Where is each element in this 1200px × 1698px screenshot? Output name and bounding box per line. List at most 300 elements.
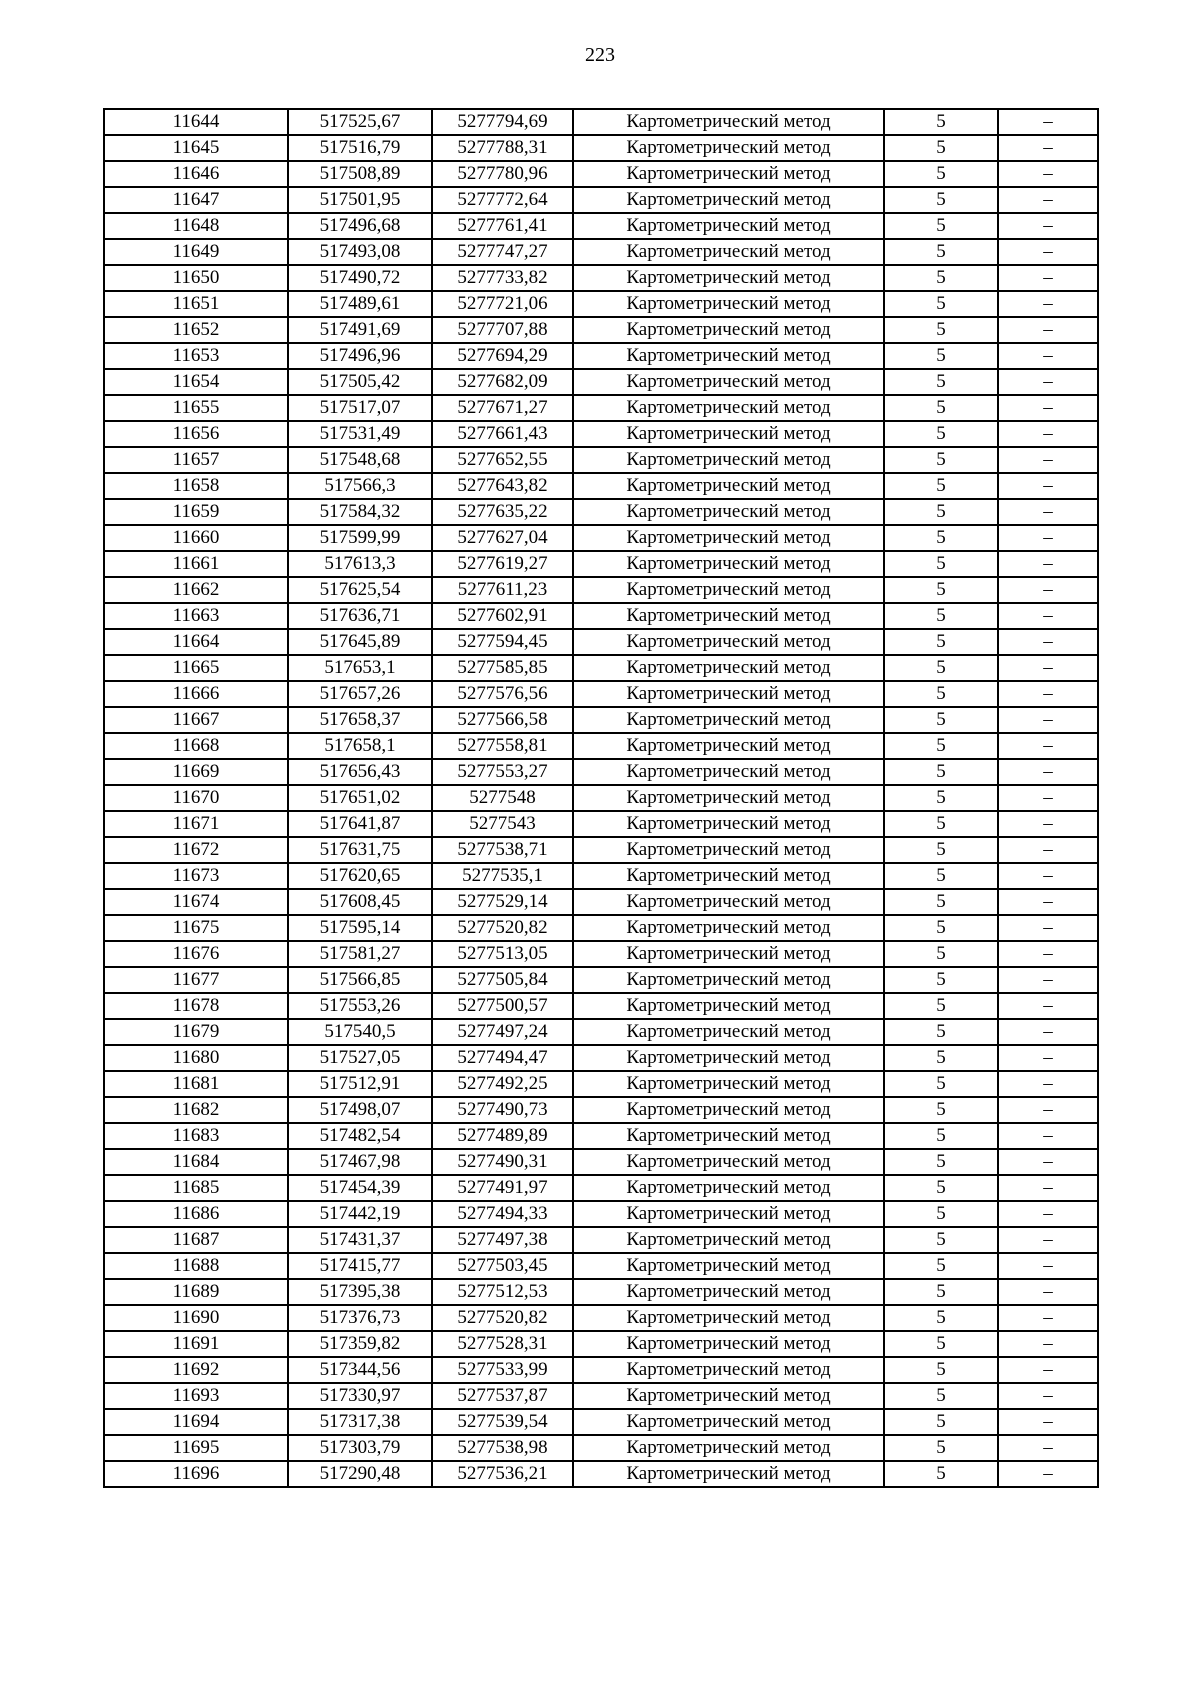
- table-row: [104, 941, 1098, 967]
- note-cell: –: [998, 889, 1098, 915]
- accuracy-cell: 5: [884, 291, 998, 317]
- note-cell: –: [998, 291, 1098, 317]
- x-coordinate-cell: 517641,87: [288, 811, 432, 837]
- point-number-cell: 11679: [104, 1019, 288, 1045]
- method-cell: Картометрический метод: [573, 1279, 884, 1305]
- point-number-cell: 11659: [104, 499, 288, 525]
- table-row: [104, 1331, 1098, 1357]
- note-cell: –: [998, 577, 1098, 603]
- method-cell: Картометрический метод: [573, 811, 884, 837]
- point-number-cell: 11664: [104, 629, 288, 655]
- accuracy-cell: 5: [884, 551, 998, 577]
- y-coordinate-cell: 5277661,43: [432, 421, 573, 447]
- y-coordinate-cell: 5277794,69: [432, 109, 573, 135]
- table-row: [104, 1305, 1098, 1331]
- accuracy-cell: 5: [884, 863, 998, 889]
- point-number-cell: 11672: [104, 837, 288, 863]
- point-number-cell: 11665: [104, 655, 288, 681]
- method-cell: Картометрический метод: [573, 421, 884, 447]
- point-number-cell: 11667: [104, 707, 288, 733]
- x-coordinate-cell: 517625,54: [288, 577, 432, 603]
- x-coordinate-cell: 517501,95: [288, 187, 432, 213]
- accuracy-cell: 5: [884, 993, 998, 1019]
- method-cell: Картометрический метод: [573, 1409, 884, 1435]
- note-cell: –: [998, 681, 1098, 707]
- x-coordinate-cell: 517508,89: [288, 161, 432, 187]
- method-cell: Картометрический метод: [573, 1201, 884, 1227]
- x-coordinate-cell: 517330,97: [288, 1383, 432, 1409]
- method-cell: Картометрический метод: [573, 1331, 884, 1357]
- table-row: [104, 889, 1098, 915]
- note-cell: –: [998, 629, 1098, 655]
- table-row: [104, 135, 1098, 161]
- x-coordinate-cell: 517498,07: [288, 1097, 432, 1123]
- note-cell: –: [998, 317, 1098, 343]
- note-cell: –: [998, 447, 1098, 473]
- method-cell: Картометрический метод: [573, 707, 884, 733]
- table-row: [104, 525, 1098, 551]
- x-coordinate-cell: 517290,48: [288, 1461, 432, 1487]
- method-cell: Картометрический метод: [573, 369, 884, 395]
- table-row: [104, 291, 1098, 317]
- y-coordinate-cell: 5277733,82: [432, 265, 573, 291]
- table-row: [104, 1019, 1098, 1045]
- note-cell: –: [998, 863, 1098, 889]
- method-cell: Картометрический метод: [573, 889, 884, 915]
- accuracy-cell: 5: [884, 1019, 998, 1045]
- accuracy-cell: 5: [884, 1045, 998, 1071]
- accuracy-cell: 5: [884, 343, 998, 369]
- x-coordinate-cell: 517431,37: [288, 1227, 432, 1253]
- note-cell: –: [998, 421, 1098, 447]
- table-row: [104, 317, 1098, 343]
- method-cell: Картометрический метод: [573, 447, 884, 473]
- x-coordinate-cell: 517359,82: [288, 1331, 432, 1357]
- accuracy-cell: 5: [884, 1149, 998, 1175]
- x-coordinate-cell: 517631,75: [288, 837, 432, 863]
- note-cell: –: [998, 135, 1098, 161]
- coordinates-table: [103, 108, 1099, 1488]
- y-coordinate-cell: 5277490,73: [432, 1097, 573, 1123]
- accuracy-cell: 5: [884, 369, 998, 395]
- note-cell: –: [998, 239, 1098, 265]
- point-number-cell: 11644: [104, 109, 288, 135]
- accuracy-cell: 5: [884, 187, 998, 213]
- note-cell: –: [998, 759, 1098, 785]
- y-coordinate-cell: 5277513,05: [432, 941, 573, 967]
- table-row: [104, 1383, 1098, 1409]
- y-coordinate-cell: 5277500,57: [432, 993, 573, 1019]
- accuracy-cell: 5: [884, 1227, 998, 1253]
- method-cell: Картометрический метод: [573, 161, 884, 187]
- table-row: [104, 213, 1098, 239]
- x-coordinate-cell: 517491,69: [288, 317, 432, 343]
- note-cell: –: [998, 1331, 1098, 1357]
- method-cell: Картометрический метод: [573, 1357, 884, 1383]
- table-row: [104, 1149, 1098, 1175]
- y-coordinate-cell: 5277548: [432, 785, 573, 811]
- table-row: [104, 1175, 1098, 1201]
- table-row: [104, 265, 1098, 291]
- y-coordinate-cell: 5277537,87: [432, 1383, 573, 1409]
- note-cell: –: [998, 1149, 1098, 1175]
- accuracy-cell: 5: [884, 811, 998, 837]
- table-row: [104, 239, 1098, 265]
- method-cell: Картометрический метод: [573, 1461, 884, 1487]
- point-number-cell: 11649: [104, 239, 288, 265]
- accuracy-cell: 5: [884, 1461, 998, 1487]
- note-cell: –: [998, 785, 1098, 811]
- point-number-cell: 11674: [104, 889, 288, 915]
- x-coordinate-cell: 517608,45: [288, 889, 432, 915]
- y-coordinate-cell: 5277594,45: [432, 629, 573, 655]
- point-number-cell: 11668: [104, 733, 288, 759]
- note-cell: –: [998, 1045, 1098, 1071]
- x-coordinate-cell: 517599,99: [288, 525, 432, 551]
- note-cell: –: [998, 1435, 1098, 1461]
- y-coordinate-cell: 5277535,1: [432, 863, 573, 889]
- note-cell: –: [998, 1227, 1098, 1253]
- x-coordinate-cell: 517636,71: [288, 603, 432, 629]
- method-cell: Картометрический метод: [573, 629, 884, 655]
- point-number-cell: 11680: [104, 1045, 288, 1071]
- point-number-cell: 11673: [104, 863, 288, 889]
- method-cell: Картометрический метод: [573, 1045, 884, 1071]
- point-number-cell: 11693: [104, 1383, 288, 1409]
- table-row: [104, 1409, 1098, 1435]
- x-coordinate-cell: 517317,38: [288, 1409, 432, 1435]
- note-cell: –: [998, 1409, 1098, 1435]
- point-number-cell: 11663: [104, 603, 288, 629]
- accuracy-cell: 5: [884, 577, 998, 603]
- table-row: [104, 707, 1098, 733]
- accuracy-cell: 5: [884, 785, 998, 811]
- accuracy-cell: 5: [884, 1435, 998, 1461]
- method-cell: Картометрический метод: [573, 213, 884, 239]
- method-cell: Картометрический метод: [573, 1097, 884, 1123]
- method-cell: Картометрический метод: [573, 239, 884, 265]
- point-number-cell: 11681: [104, 1071, 288, 1097]
- accuracy-cell: 5: [884, 915, 998, 941]
- table-row: [104, 655, 1098, 681]
- accuracy-cell: 5: [884, 1357, 998, 1383]
- note-cell: –: [998, 1071, 1098, 1097]
- x-coordinate-cell: 517376,73: [288, 1305, 432, 1331]
- table-row: [104, 837, 1098, 863]
- method-cell: Картометрический метод: [573, 1435, 884, 1461]
- table-row: [104, 1123, 1098, 1149]
- table-row: [104, 1435, 1098, 1461]
- table-row: [104, 1227, 1098, 1253]
- point-number-cell: 11671: [104, 811, 288, 837]
- y-coordinate-cell: 5277566,58: [432, 707, 573, 733]
- method-cell: Картометрический метод: [573, 915, 884, 941]
- note-cell: –: [998, 1383, 1098, 1409]
- accuracy-cell: 5: [884, 239, 998, 265]
- accuracy-cell: 5: [884, 733, 998, 759]
- method-cell: Картометрический метод: [573, 135, 884, 161]
- table-row: [104, 733, 1098, 759]
- coordinates-table-body: [104, 109, 1098, 1487]
- point-number-cell: 11654: [104, 369, 288, 395]
- y-coordinate-cell: 5277671,27: [432, 395, 573, 421]
- y-coordinate-cell: 5277520,82: [432, 915, 573, 941]
- y-coordinate-cell: 5277529,14: [432, 889, 573, 915]
- table-row: [104, 1097, 1098, 1123]
- x-coordinate-cell: 517531,49: [288, 421, 432, 447]
- table-row: [104, 369, 1098, 395]
- y-coordinate-cell: 5277490,31: [432, 1149, 573, 1175]
- accuracy-cell: 5: [884, 707, 998, 733]
- point-number-cell: 11658: [104, 473, 288, 499]
- x-coordinate-cell: 517651,02: [288, 785, 432, 811]
- accuracy-cell: 5: [884, 1201, 998, 1227]
- table-row: [104, 161, 1098, 187]
- point-number-cell: 11666: [104, 681, 288, 707]
- x-coordinate-cell: 517653,1: [288, 655, 432, 681]
- table-row: [104, 343, 1098, 369]
- method-cell: Картометрический метод: [573, 1227, 884, 1253]
- table-row: [104, 109, 1098, 135]
- y-coordinate-cell: 5277553,27: [432, 759, 573, 785]
- table-row: [104, 1201, 1098, 1227]
- point-number-cell: 11646: [104, 161, 288, 187]
- x-coordinate-cell: 517454,39: [288, 1175, 432, 1201]
- point-number-cell: 11686: [104, 1201, 288, 1227]
- point-number-cell: 11678: [104, 993, 288, 1019]
- y-coordinate-cell: 5277635,22: [432, 499, 573, 525]
- y-coordinate-cell: 5277652,55: [432, 447, 573, 473]
- x-coordinate-cell: 517395,38: [288, 1279, 432, 1305]
- point-number-cell: 11677: [104, 967, 288, 993]
- table-row: [104, 759, 1098, 785]
- note-cell: –: [998, 473, 1098, 499]
- table-row: [104, 499, 1098, 525]
- method-cell: Картометрический метод: [573, 785, 884, 811]
- note-cell: –: [998, 265, 1098, 291]
- accuracy-cell: 5: [884, 1409, 998, 1435]
- note-cell: –: [998, 213, 1098, 239]
- note-cell: –: [998, 811, 1098, 837]
- y-coordinate-cell: 5277491,97: [432, 1175, 573, 1201]
- point-number-cell: 11660: [104, 525, 288, 551]
- method-cell: Картометрический метод: [573, 551, 884, 577]
- x-coordinate-cell: 517581,27: [288, 941, 432, 967]
- accuracy-cell: 5: [884, 499, 998, 525]
- point-number-cell: 11655: [104, 395, 288, 421]
- method-cell: Картометрический метод: [573, 317, 884, 343]
- y-coordinate-cell: 5277528,31: [432, 1331, 573, 1357]
- note-cell: –: [998, 915, 1098, 941]
- note-cell: –: [998, 837, 1098, 863]
- note-cell: –: [998, 525, 1098, 551]
- x-coordinate-cell: 517540,5: [288, 1019, 432, 1045]
- accuracy-cell: 5: [884, 889, 998, 915]
- accuracy-cell: 5: [884, 967, 998, 993]
- method-cell: Картометрический метод: [573, 473, 884, 499]
- y-coordinate-cell: 5277497,24: [432, 1019, 573, 1045]
- y-coordinate-cell: 5277747,27: [432, 239, 573, 265]
- method-cell: Картометрический метод: [573, 733, 884, 759]
- y-coordinate-cell: 5277682,09: [432, 369, 573, 395]
- note-cell: –: [998, 1305, 1098, 1331]
- y-coordinate-cell: 5277707,88: [432, 317, 573, 343]
- point-number-cell: 11688: [104, 1253, 288, 1279]
- point-number-cell: 11675: [104, 915, 288, 941]
- point-number-cell: 11648: [104, 213, 288, 239]
- accuracy-cell: 5: [884, 447, 998, 473]
- method-cell: Картометрический метод: [573, 1149, 884, 1175]
- accuracy-cell: 5: [884, 681, 998, 707]
- y-coordinate-cell: 5277627,04: [432, 525, 573, 551]
- point-number-cell: 11657: [104, 447, 288, 473]
- note-cell: –: [998, 109, 1098, 135]
- x-coordinate-cell: 517517,07: [288, 395, 432, 421]
- method-cell: Картометрический метод: [573, 395, 884, 421]
- y-coordinate-cell: 5277520,82: [432, 1305, 573, 1331]
- method-cell: Картометрический метод: [573, 1175, 884, 1201]
- method-cell: Картометрический метод: [573, 655, 884, 681]
- y-coordinate-cell: 5277503,45: [432, 1253, 573, 1279]
- method-cell: Картометрический метод: [573, 603, 884, 629]
- accuracy-cell: 5: [884, 421, 998, 447]
- point-number-cell: 11669: [104, 759, 288, 785]
- accuracy-cell: 5: [884, 1097, 998, 1123]
- y-coordinate-cell: 5277761,41: [432, 213, 573, 239]
- method-cell: Картометрический метод: [573, 837, 884, 863]
- table-row: [104, 629, 1098, 655]
- y-coordinate-cell: 5277694,29: [432, 343, 573, 369]
- table-row: [104, 1071, 1098, 1097]
- page-number: 223: [585, 44, 615, 66]
- point-number-cell: 11656: [104, 421, 288, 447]
- y-coordinate-cell: 5277772,64: [432, 187, 573, 213]
- method-cell: Картометрический метод: [573, 1383, 884, 1409]
- accuracy-cell: 5: [884, 525, 998, 551]
- x-coordinate-cell: 517566,3: [288, 473, 432, 499]
- y-coordinate-cell: 5277643,82: [432, 473, 573, 499]
- y-coordinate-cell: 5277576,56: [432, 681, 573, 707]
- note-cell: –: [998, 161, 1098, 187]
- method-cell: Картометрический метод: [573, 941, 884, 967]
- y-coordinate-cell: 5277543: [432, 811, 573, 837]
- x-coordinate-cell: 517303,79: [288, 1435, 432, 1461]
- accuracy-cell: 5: [884, 1279, 998, 1305]
- note-cell: –: [998, 1097, 1098, 1123]
- point-number-cell: 11689: [104, 1279, 288, 1305]
- table-row: [104, 1253, 1098, 1279]
- point-number-cell: 11683: [104, 1123, 288, 1149]
- x-coordinate-cell: 517496,68: [288, 213, 432, 239]
- y-coordinate-cell: 5277721,06: [432, 291, 573, 317]
- table-row: [104, 811, 1098, 837]
- point-number-cell: 11685: [104, 1175, 288, 1201]
- y-coordinate-cell: 5277489,89: [432, 1123, 573, 1149]
- accuracy-cell: 5: [884, 603, 998, 629]
- y-coordinate-cell: 5277780,96: [432, 161, 573, 187]
- y-coordinate-cell: 5277585,85: [432, 655, 573, 681]
- point-number-cell: 11651: [104, 291, 288, 317]
- method-cell: Картометрический метод: [573, 967, 884, 993]
- point-number-cell: 11670: [104, 785, 288, 811]
- table-row: [104, 473, 1098, 499]
- accuracy-cell: 5: [884, 1253, 998, 1279]
- y-coordinate-cell: 5277536,21: [432, 1461, 573, 1487]
- method-cell: Картометрический метод: [573, 291, 884, 317]
- table-row: [104, 395, 1098, 421]
- table-row: [104, 863, 1098, 889]
- table-row: [104, 551, 1098, 577]
- note-cell: –: [998, 1123, 1098, 1149]
- note-cell: –: [998, 1357, 1098, 1383]
- accuracy-cell: 5: [884, 1123, 998, 1149]
- x-coordinate-cell: 517490,72: [288, 265, 432, 291]
- method-cell: Картометрический метод: [573, 1019, 884, 1045]
- table-row: [104, 915, 1098, 941]
- point-number-cell: 11696: [104, 1461, 288, 1487]
- point-number-cell: 11652: [104, 317, 288, 343]
- y-coordinate-cell: 5277539,54: [432, 1409, 573, 1435]
- note-cell: –: [998, 1201, 1098, 1227]
- point-number-cell: 11650: [104, 265, 288, 291]
- point-number-cell: 11647: [104, 187, 288, 213]
- method-cell: Картометрический метод: [573, 343, 884, 369]
- accuracy-cell: 5: [884, 213, 998, 239]
- y-coordinate-cell: 5277505,84: [432, 967, 573, 993]
- method-cell: Картометрический метод: [573, 109, 884, 135]
- x-coordinate-cell: 517658,37: [288, 707, 432, 733]
- method-cell: Картометрический метод: [573, 1253, 884, 1279]
- note-cell: –: [998, 967, 1098, 993]
- accuracy-cell: 5: [884, 1331, 998, 1357]
- method-cell: Картометрический метод: [573, 681, 884, 707]
- y-coordinate-cell: 5277788,31: [432, 135, 573, 161]
- accuracy-cell: 5: [884, 1071, 998, 1097]
- y-coordinate-cell: 5277492,25: [432, 1071, 573, 1097]
- x-coordinate-cell: 517645,89: [288, 629, 432, 655]
- table-row: [104, 421, 1098, 447]
- note-cell: –: [998, 707, 1098, 733]
- point-number-cell: 11690: [104, 1305, 288, 1331]
- method-cell: Картометрический метод: [573, 863, 884, 889]
- note-cell: –: [998, 343, 1098, 369]
- table-row: [104, 603, 1098, 629]
- table-row: [104, 1045, 1098, 1071]
- table-row: [104, 681, 1098, 707]
- note-cell: –: [998, 603, 1098, 629]
- point-number-cell: 11653: [104, 343, 288, 369]
- table-row: [104, 967, 1098, 993]
- method-cell: Картометрический метод: [573, 265, 884, 291]
- method-cell: Картометрический метод: [573, 1123, 884, 1149]
- y-coordinate-cell: 5277602,91: [432, 603, 573, 629]
- note-cell: –: [998, 395, 1098, 421]
- point-number-cell: 11645: [104, 135, 288, 161]
- y-coordinate-cell: 5277494,47: [432, 1045, 573, 1071]
- accuracy-cell: 5: [884, 1305, 998, 1331]
- accuracy-cell: 5: [884, 395, 998, 421]
- point-number-cell: 11682: [104, 1097, 288, 1123]
- x-coordinate-cell: 517548,68: [288, 447, 432, 473]
- x-coordinate-cell: 517482,54: [288, 1123, 432, 1149]
- method-cell: Картометрический метод: [573, 577, 884, 603]
- note-cell: –: [998, 655, 1098, 681]
- method-cell: Картометрический метод: [573, 993, 884, 1019]
- y-coordinate-cell: 5277538,98: [432, 1435, 573, 1461]
- point-number-cell: 11684: [104, 1149, 288, 1175]
- x-coordinate-cell: 517493,08: [288, 239, 432, 265]
- accuracy-cell: 5: [884, 759, 998, 785]
